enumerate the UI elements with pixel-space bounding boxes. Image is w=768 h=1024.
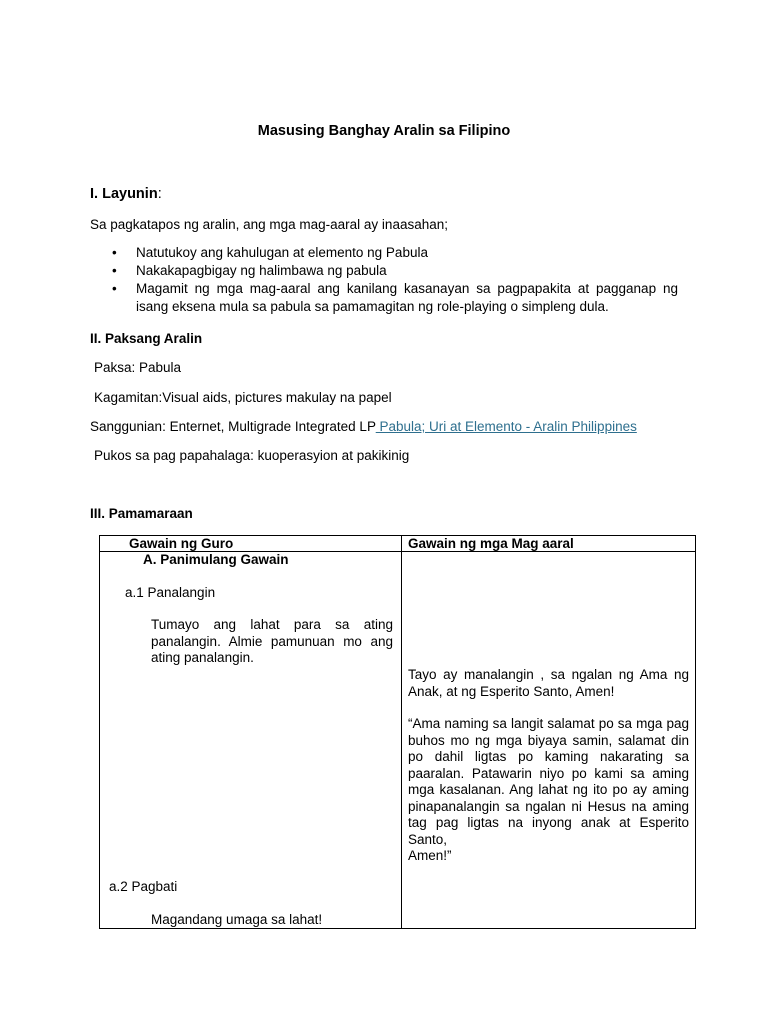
list-item: • Natutukoy ang kahulugan at elemento ng Pabula bbox=[112, 245, 428, 260]
sanggunian-label: Sanggunian: Enternet, Multigrade Integrated LP bbox=[90, 419, 376, 434]
table-row bbox=[100, 552, 696, 929]
section-heading-pamamaraan: III. Pamamaraan bbox=[90, 506, 193, 521]
part-a-heading: A. Panimulang Gawain bbox=[143, 552, 289, 567]
student-cell bbox=[402, 552, 696, 929]
objectives-intro: Sa pagkatapos ng aralin, ang mga mag-aaral ay inaasahan; bbox=[90, 217, 448, 232]
header-student: Gawain ng mga Mag aaral bbox=[402, 536, 696, 552]
bullet-icon: • bbox=[112, 281, 117, 296]
sanggunian-line bbox=[90, 419, 637, 434]
objectives-list bbox=[90, 244, 678, 316]
pagbati-text: Magandang umaga sa lahat! bbox=[151, 912, 323, 927]
student-prayer-end: Amen!” bbox=[408, 848, 452, 863]
panalangin-label: a.1 Panalangin bbox=[125, 585, 216, 600]
kagamitan-line: Kagamitan:Visual aids, pictures makulay na papel bbox=[94, 390, 392, 405]
teacher-cell bbox=[100, 552, 402, 929]
header-teacher: Gawain ng Guro bbox=[100, 536, 402, 552]
bullet-icon: • bbox=[112, 245, 117, 260]
table-header-row bbox=[100, 536, 696, 552]
section-heading-layunin bbox=[90, 186, 162, 202]
pagbati-label: a.2 Pagbati bbox=[109, 879, 178, 894]
pukos-line: Pukos sa pag papahalaga: kuoperasyion at pakikinig bbox=[94, 448, 410, 463]
section-label: Paksang Aralin bbox=[105, 331, 203, 346]
section-label: Layunin bbox=[102, 186, 158, 202]
panalangin-text: Tumayo ang lahat para sa ating panalangin. Almie pamunuan mo ang ating panalangin. bbox=[151, 617, 393, 665]
paksa-line: Paksa: Pabula bbox=[94, 360, 182, 375]
section-colon: : bbox=[157, 186, 162, 202]
student-prayer: “Ama naming sa langit salamat po sa mga pag buhos mo ng mga biyaya samin, salamat din po dahil ligtas po kaming nakarating sa paaralan. Patawarin niyo po kami sa aming mga kasalanan. Ang lahat ng ito po ay aming pinapanalangin sa ngalan ni Hesus na aming tag pag ligtas na inyong anak at Esperito Santo, bbox=[408, 716, 689, 847]
section-number: II. bbox=[90, 331, 102, 346]
section-heading-paksang-aralin bbox=[90, 331, 202, 346]
list-item: • Magamit ng mga mag-aaral ang kanilang kasanayan sa pagpapakita at pagganap ng isang eksena mula sa pabula sa pamamagitan ng role-playing o simpleng dula. bbox=[112, 281, 678, 314]
bullet-icon: • bbox=[112, 263, 117, 278]
procedure-table bbox=[99, 535, 696, 929]
reference-link[interactable]: Pabula; Uri at Elemento - Aralin Philippines bbox=[375, 419, 637, 434]
student-response: Tayo ay manalangin , sa ngalan ng Ama ng Anak, at ng Esperito Santo, Amen! bbox=[408, 667, 689, 699]
page-title: Masusing Banghay Aralin sa Filipino bbox=[257, 123, 511, 139]
list-item: • Nakakapagbigay ng halimbawa ng pabula bbox=[112, 263, 387, 278]
section-number: I. bbox=[90, 186, 99, 202]
